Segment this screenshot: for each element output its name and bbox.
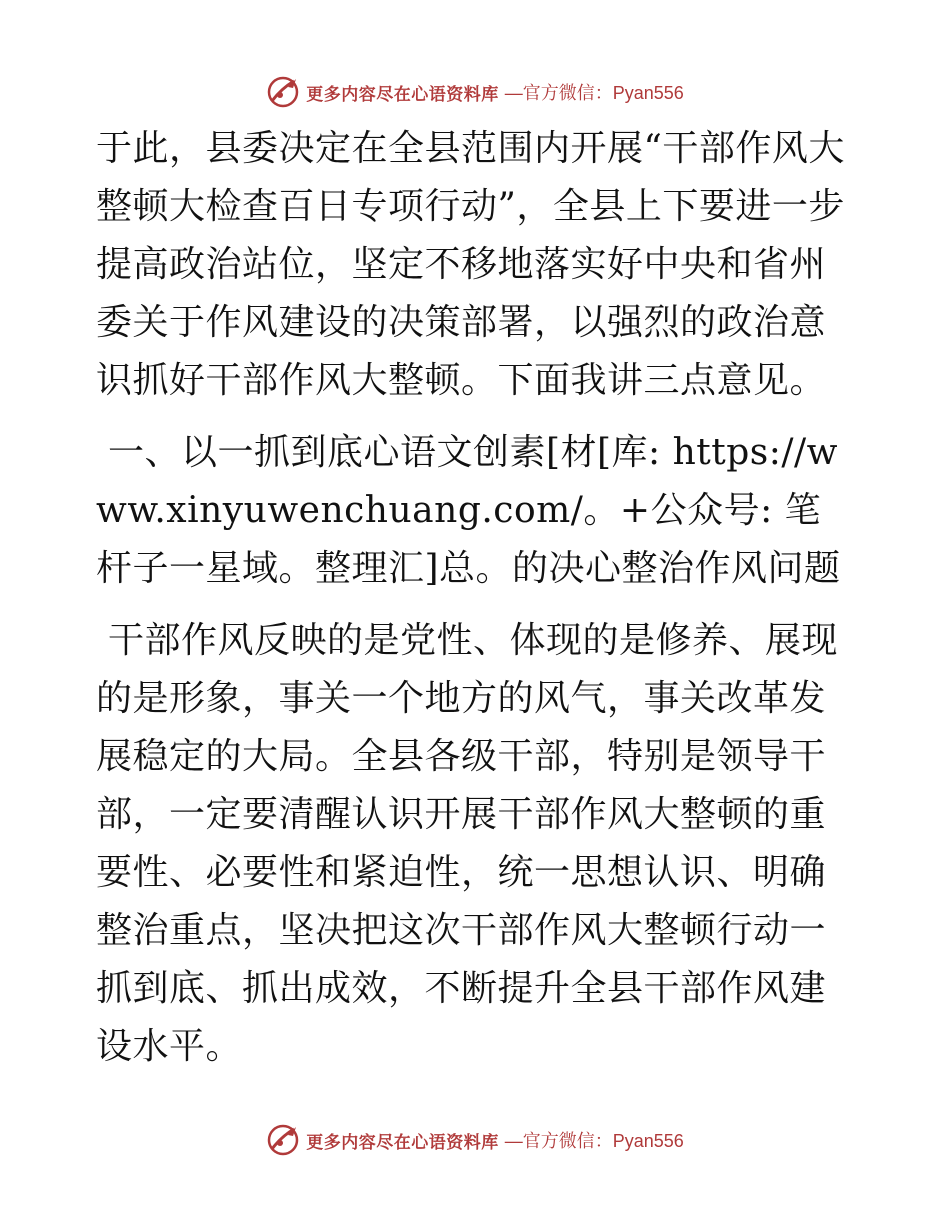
- pen-logo-icon: [266, 75, 300, 109]
- header-wechat-text: —官方微信：Pyan556: [504, 83, 684, 103]
- body-paragraph-1: 于此，县委决定在全县范围内开展“干部作风大整顿大检查百日专项行动”，全县上下要进一步提高政治站位，坚定不移地落实好中央和省州委关于作风建设的决策部署，以强烈的政治意识抓好干部作风大整顿。下面我讲三点意见。: [96, 128, 845, 401]
- footer-wechat-text: —官方微信：Pyan556: [504, 1131, 684, 1151]
- document-body: [96, 120, 856, 1076]
- header-brand-text: 更多内容尽在心语资料库: [306, 84, 499, 105]
- footer-banner: [0, 1120, 950, 1160]
- body-paragraph-2: 干部作风反映的是党性、体现的是修养、展现的是形象，事关一个地方的风气，事关改革发展稳定的大局。全县各级干部，特别是领导干部，一定要清醒认识开展干部作风大整顿的重要性、必要性和紧迫性，统一思想认识、明确整治重点，坚决把这次干部作风大整顿行动一抓到底、抓出成效，不断提升全县干部作风建设水平。: [96, 620, 838, 1067]
- footer-brand-text: 更多内容尽在心语资料库: [306, 1132, 499, 1153]
- header-banner: [0, 72, 950, 112]
- section-heading-1: 一、以一抓到底心语文创素[材[库: https://www.xinyuwenchuang.com/。+公众号: 笔杆子一星域。整理汇]总。的决心整治作风问题: [96, 432, 841, 589]
- pen-logo-icon: [266, 1123, 300, 1157]
